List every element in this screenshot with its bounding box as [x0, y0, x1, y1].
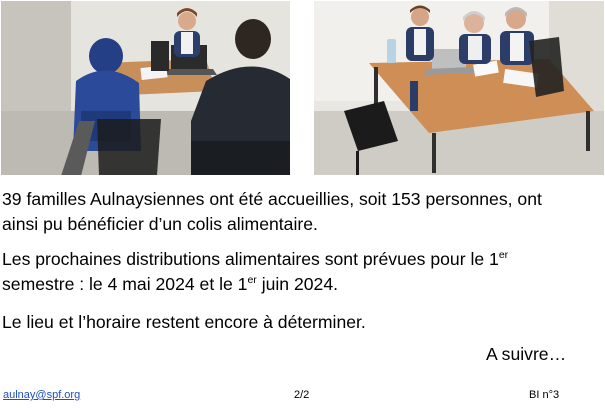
ordinal-superscript: er	[498, 249, 509, 261]
to-be-continued: A suivre…	[486, 344, 567, 364]
paragraph-distributions-line-2a: semestre : le 4 mai 2024 et le 1	[2, 274, 248, 294]
paragraph-distributions	[2, 247, 602, 297]
paragraph-distributions-line-1: Les prochaines distributions alimentaires sont prévues pour le 1	[2, 249, 499, 269]
paragraph-families-line-1: 39 familles Aulnaysiennes ont été accueillies, soit 153 personnes, ont	[2, 189, 542, 209]
photo-right	[314, 1, 604, 175]
footer-issue-number: BI n°3	[529, 389, 560, 401]
footer-page-number: 2/2	[294, 389, 310, 401]
photo-left	[1, 1, 290, 175]
ordinal-superscript: er	[247, 274, 257, 286]
paragraph-distributions-line-2b: juin 2024.	[256, 274, 339, 294]
footer-email-link[interactable]: aulnay@spf.org	[3, 389, 81, 401]
paragraph-families-line-2: ainsi pu bénéficier d’un colis alimentaire.	[2, 214, 318, 234]
paragraph-families	[2, 187, 602, 237]
paragraph-location: Le lieu et l’horaire restent encore à déterminer.	[2, 312, 366, 332]
